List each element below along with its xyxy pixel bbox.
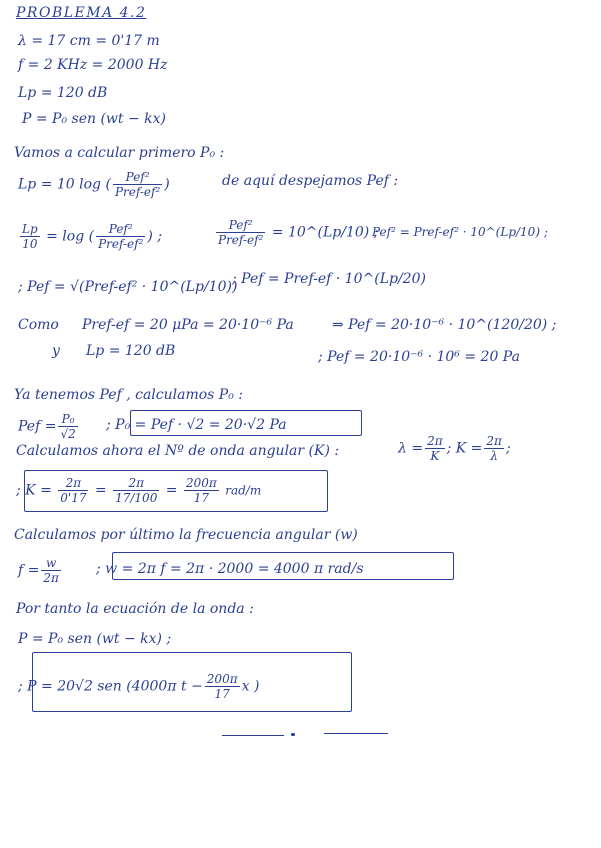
step1-fraction	[20, 222, 40, 251]
k-calc-lhs: ; K =	[16, 482, 52, 499]
k-calc-num2: 2π	[113, 476, 159, 491]
como-pref: Pref-ef = 20 μPa = 20·10⁻⁶ Pa	[82, 317, 294, 333]
lp-eq-left: Lp = 10 log (	[18, 176, 111, 193]
k-unit: rad/m	[225, 483, 262, 498]
pef-fraction	[58, 412, 77, 441]
w-intro: Calculamos por último la frecuencia angular (w)	[14, 527, 358, 543]
result-pef-2: ; Pef = 20·10⁻⁶ · 10⁶ = 20 Pa	[318, 349, 520, 365]
como-label: Como	[18, 317, 59, 333]
final-equation-1: P = P₀ sen (wt − kx) ;	[18, 631, 172, 647]
final-eq2-den: 17	[214, 687, 230, 701]
despejar-note: de aquí despejamos Pef :	[222, 173, 399, 189]
end-rule-right	[324, 733, 388, 734]
pef-num: P₀	[58, 412, 77, 427]
pef-relation	[18, 412, 80, 441]
step1-inner-den: Pref-ef²	[98, 237, 144, 251]
final-intro: Por tanto la ecuación de la onda :	[16, 601, 254, 617]
lambda-lhs: λ =	[398, 440, 424, 457]
lp-equation	[18, 170, 170, 199]
given-wavelength: λ = 17 cm = 0'17 m	[18, 33, 160, 49]
f-num: w	[41, 556, 61, 571]
k-calc-eq2: =	[165, 482, 178, 499]
final-eq2-lhs: ; P = 20√2 sen (4000π t −	[18, 678, 203, 695]
final-eq2-end: x )	[241, 678, 260, 695]
k-lhs: ; K =	[446, 440, 483, 457]
step2-fraction	[216, 218, 265, 247]
lambda-relation	[398, 434, 511, 463]
f-den: 2π	[43, 571, 59, 585]
k-calc-num1: 2π	[58, 476, 88, 491]
step1-mid: = log (	[46, 228, 95, 245]
step2-num: Pef²	[216, 218, 265, 233]
lambda-den: K	[430, 449, 440, 463]
lp-eq-right: )	[164, 176, 170, 193]
given-frequency: f = 2 KHz = 2000 Hz	[18, 57, 168, 73]
k-fraction	[484, 434, 504, 463]
lp-fraction-num: Pef²	[113, 170, 162, 185]
step1-den: 10	[22, 237, 38, 251]
k-result-box	[24, 470, 328, 512]
given-wave-equation: P = P₀ sen (wt − kx)	[22, 111, 167, 127]
como-lp: Lp = 120 dB	[86, 343, 176, 359]
k-den: λ	[490, 449, 498, 463]
k-intro: Calculamos ahora el Nº de onda angular (K) :	[16, 443, 340, 459]
k-num: 2π	[486, 434, 502, 448]
k-calc-eq1: =	[94, 482, 107, 499]
step1-inner-num: Pef²	[96, 222, 145, 237]
lp-fraction	[113, 170, 162, 199]
result-pef-1: ⇒ Pef = 20·10⁻⁶ · 10^(120/20) ;	[332, 317, 557, 333]
f-fraction	[41, 556, 61, 585]
page-title: PROBLEMA 4.2	[16, 5, 147, 21]
f-relation	[18, 556, 63, 585]
w-result: ; w = 2π f = 2π · 2000 = 4000 π rad/s	[96, 561, 364, 577]
step1-end: ) ;	[147, 228, 163, 245]
step4-equation: ; Pef = √(Pref-ef² · 10^(Lp/10))	[18, 279, 238, 295]
step2-equation	[214, 218, 378, 247]
end-rule-left	[222, 735, 284, 736]
step3-equation: Pef² = Pref-ef² · 10^(Lp/10) ;	[372, 225, 548, 239]
end-dot	[291, 733, 295, 736]
step1-inner-fraction	[96, 222, 145, 251]
k-calc-den1: 0'17	[60, 491, 87, 505]
pef-den: √2	[60, 427, 76, 441]
w-result-box	[112, 552, 454, 580]
pef-lhs: Pef =	[18, 418, 57, 435]
step1-num: Lp	[22, 222, 38, 236]
p0-intro: Ya tenemos Pef , calculamos P₀ :	[14, 387, 243, 403]
lp-fraction-den: Pref-ef²	[114, 185, 161, 199]
final-eq2-num: 200π	[206, 672, 238, 686]
lambda-num: 2π	[427, 434, 443, 448]
step1-equation	[18, 222, 162, 251]
como-y: y	[52, 343, 60, 359]
calc-p0-intro: Vamos a calcular primero P₀ :	[14, 145, 225, 161]
step2-rhs: = 10^(Lp/10) ;	[271, 224, 379, 241]
final-result-box	[32, 652, 352, 712]
k-calc-den2: 17/100	[115, 491, 158, 505]
step5-equation: ; Pef = Pref-ef · 10^(Lp/20)	[232, 271, 426, 287]
k-end: ;	[505, 440, 511, 457]
given-level: Lp = 120 dB	[18, 85, 108, 101]
p0-result: ; P₀ = Pef · √2 = 20·√2 Pa	[106, 417, 287, 433]
step2-den: Pref-ef²	[218, 233, 264, 247]
lambda-fraction	[425, 434, 445, 463]
p0-result-box	[130, 410, 362, 436]
f-lhs: f =	[18, 562, 40, 579]
k-calc-den3: 17	[193, 491, 209, 505]
k-calc-num3: 200π	[185, 476, 217, 490]
